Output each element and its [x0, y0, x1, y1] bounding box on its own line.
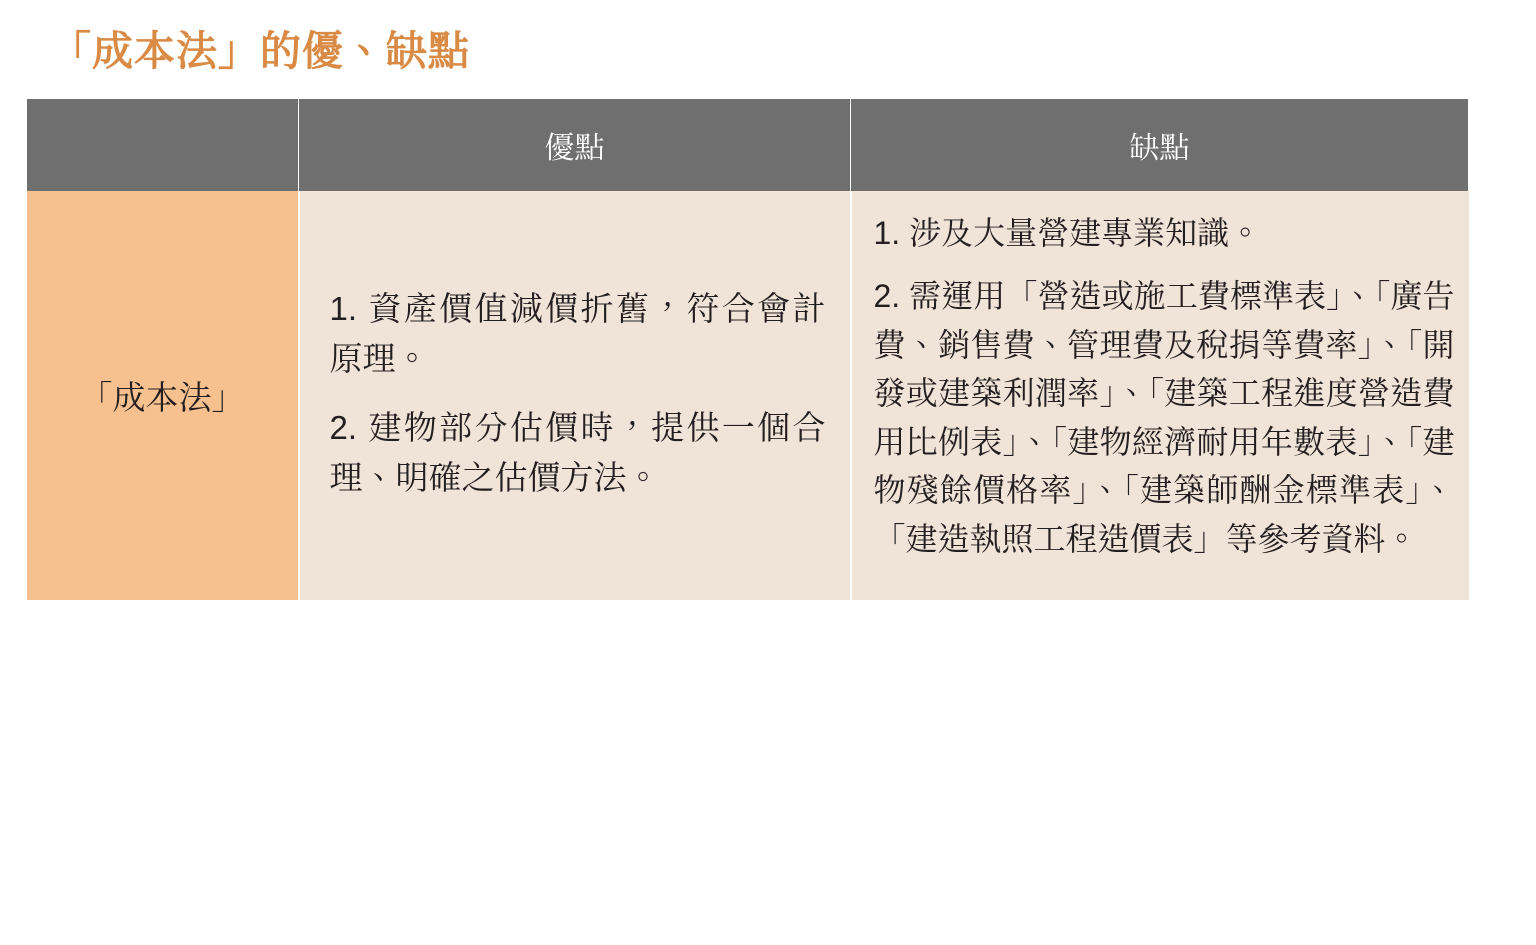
- table-body: [27, 191, 1469, 599]
- demerits-cell: [851, 191, 1469, 599]
- table-header: [27, 99, 1469, 191]
- merit-item-2: 2. 建物部分估價時，提供一個合理、明確之估價方法。: [329, 409, 826, 496]
- page-title: 「成本法」的優、缺點: [50, 28, 470, 74]
- merit-item-1: 1. 資產價值減價折舊，符合會計原理。: [329, 290, 826, 377]
- demerit-item-1: 1. 涉及大量營建專業知識。: [873, 215, 1262, 252]
- table-row: [27, 191, 1469, 599]
- table-header-demerits: 缺點: [851, 99, 1469, 191]
- merits-cell: [299, 191, 851, 599]
- comparison-table: [26, 99, 1469, 599]
- demerit-item-2: 2. 需運用「營造或施工費標準表」、「廣告費、銷售費、管理費及稅捐等費率」、「開發或建築利潤率」、「建築工程進度營造費用比例表」、「建物經濟耐用年數表」、「建物殘餘價格率」、「建築師酬金標準表」、「建造執照工程造價表」等參考資料。: [873, 277, 1455, 557]
- table-header-corner: [27, 99, 299, 191]
- table-header-merits: 優點: [299, 99, 851, 191]
- row-label-cost-method: 「成本法」: [27, 191, 299, 599]
- table-header-row: [27, 99, 1469, 191]
